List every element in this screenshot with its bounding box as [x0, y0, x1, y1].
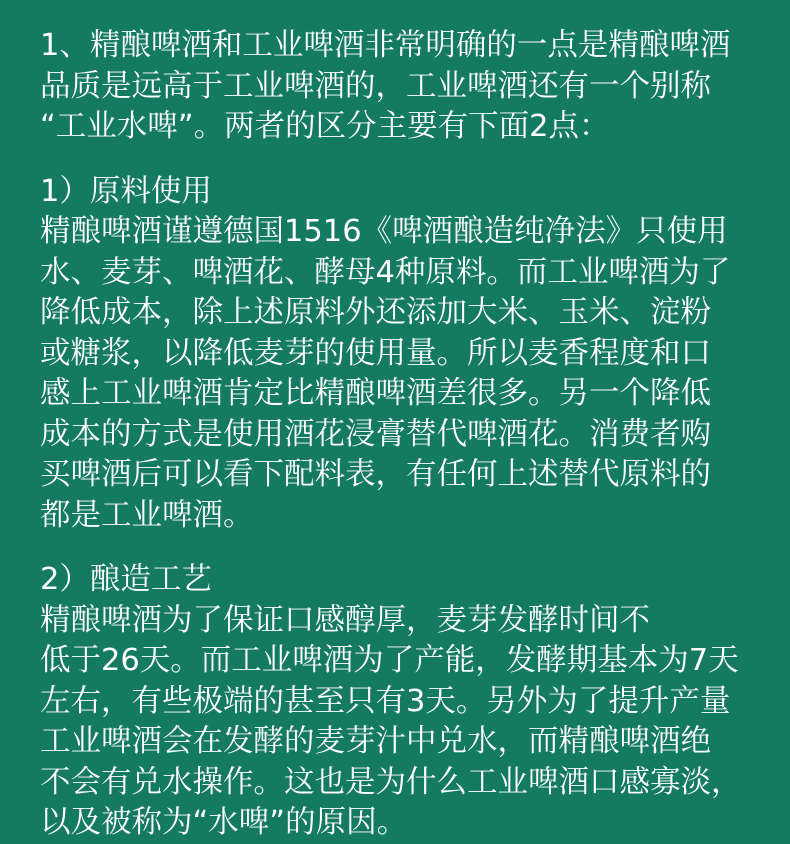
- text-line: 降低成本，除上述原料外还添加大米、玉米、淀粉: [40, 295, 711, 330]
- text-line: “工业水啤”。两者的区分主要有下面2点：: [40, 109, 610, 144]
- intro-paragraph: [40, 26, 764, 148]
- text-line: 精酿啤酒为了保证口感醇厚，麦芽发酵时间不: [40, 602, 650, 638]
- section-brewing: [40, 560, 764, 844]
- text-line: 品质是远高于工业啤酒的，工业啤酒还有一个别称: [40, 68, 711, 104]
- text-line: 1、精酿啤酒和工业啤酒非常明确的一点是精酿啤酒: [40, 28, 731, 63]
- text-line: 工业啤酒会在发酵的麦芽汁中兑水，而精酿啤酒绝: [40, 724, 711, 759]
- text-line: 低于26天。而工业啤酒为了产能，发酵期基本为7天: [40, 643, 739, 678]
- text-line: 买啤酒后可以看下配料表，有任何上述替代原料的: [40, 457, 711, 492]
- text-line: 以及被称为“水啤”的原因。: [40, 805, 408, 840]
- section-heading: 2）酿造工艺: [40, 562, 212, 597]
- text-line: 成本的方式是使用酒花浸膏替代啤酒花。消费者购: [40, 416, 711, 452]
- text-line: 精酿啤酒谨遵德国1516《啤酒酿造纯净法》只使用: [40, 214, 728, 249]
- text-line: 左右，有些极端的甚至只有3天。另外为了提升产量: [40, 683, 731, 719]
- text-line: 不会有兑水操作。这也是为什么工业啤酒口感寡淡，: [40, 764, 742, 800]
- paragraph-spacer: [40, 536, 764, 560]
- article-body: [40, 26, 764, 844]
- section-heading: 1）原料使用: [40, 173, 212, 209]
- text-line: 都是工业啤酒。: [40, 497, 254, 533]
- text-line: 或糖浆，以降低麦芽的使用量。所以麦香程度和口: [40, 335, 711, 371]
- text-line: 水、麦芽、啤酒花、酵母4种原料。而工业啤酒为了: [40, 254, 731, 290]
- paragraph-spacer: [40, 148, 764, 172]
- section-ingredients: [40, 172, 764, 537]
- text-line: 感上工业啤酒肯定比精酿啤酒差很多。另一个降低: [40, 376, 711, 411]
